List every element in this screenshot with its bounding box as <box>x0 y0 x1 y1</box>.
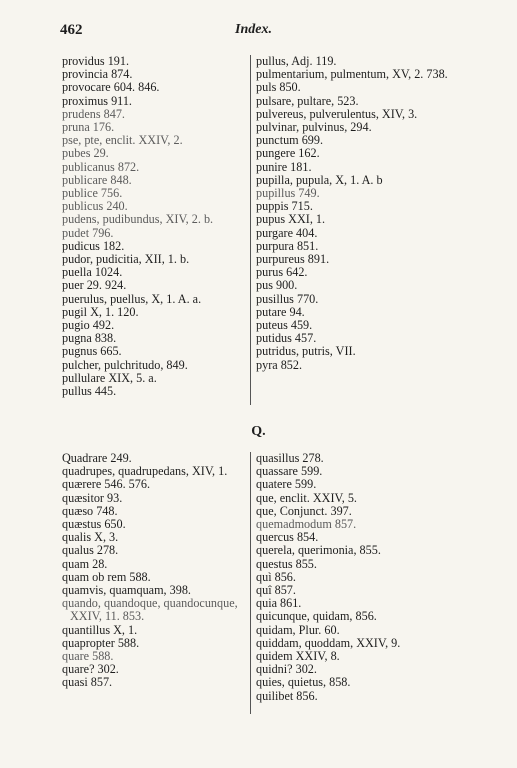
index-entry: putare 94. <box>256 304 305 319</box>
index-entry: pullus 445. <box>62 384 117 399</box>
index-entry: pudet 796. <box>62 225 114 240</box>
index-column-right <box>256 55 456 405</box>
index-entry: publicare 848. <box>62 172 132 187</box>
index-entry: pudicus 182. <box>62 238 125 253</box>
index-entry: pungere 162. <box>256 146 320 161</box>
page-number: 462 <box>60 22 83 38</box>
index-entry: quidam, Plur. 60. <box>256 622 340 637</box>
index-entry: quassare 599. <box>256 464 323 479</box>
index-entry: qualus 278. <box>62 543 119 558</box>
index-entry: quì 856. <box>256 569 296 584</box>
index-entry: pusillus 770. <box>256 291 319 306</box>
index-entry: quærere 546. 576. <box>62 477 151 492</box>
index-entry: pullulare XIX, 5. a. <box>62 370 157 385</box>
index-entry: putidus 457. <box>256 331 317 346</box>
index-entry: pudor, pudicitia, XII, 1. b. <box>62 252 190 267</box>
index-entry: pugna 838. <box>62 331 117 346</box>
running-head: Index. <box>235 22 272 37</box>
index-entry: pupillus 749. <box>256 186 320 201</box>
index-entry: puteus 459. <box>256 318 313 333</box>
index-entry: quam ob rem 588. <box>62 569 151 584</box>
index-entry: purgare 404. <box>256 225 318 240</box>
index-entry: punire 181. <box>256 159 312 174</box>
index-entry: quæstus 650. <box>62 517 126 532</box>
index-entry: que, Conjunct. 397. <box>256 503 352 518</box>
index-entry: quiddam, quoddam, XXIV, 9. <box>256 635 401 650</box>
index-entry: pugil X, 1. 120. <box>62 304 139 319</box>
index-section-p <box>62 55 455 405</box>
index-entry: providus 191. <box>62 54 130 68</box>
index-entry: quidem XXIV, 8. <box>256 649 340 664</box>
column-divider <box>250 452 251 714</box>
index-entry: provocare 604. 846. <box>62 80 160 95</box>
index-entry: quamvis, quamquam, 398. <box>62 583 191 598</box>
page-header <box>60 22 460 42</box>
index-entry: quam 28. <box>62 556 108 571</box>
index-entry: quies, quietus, 858. <box>256 675 351 690</box>
index-entry: quasillus 278. <box>256 451 324 465</box>
index-entry: pse, pte, enclit. XXIV, 2. <box>62 133 183 148</box>
index-entry: pulcher, pulchritudo, 849. <box>62 357 188 372</box>
index-entry: pupilla, pupula, X, 1. A. b <box>256 172 383 187</box>
index-column-left <box>62 452 248 714</box>
index-entry: pulvinar, pulvinus, 294. <box>256 120 372 135</box>
index-entry: puella 1024. <box>62 265 123 280</box>
index-entry: pulsare, pultare, 523. <box>256 93 359 108</box>
index-entry: quicunque, quidam, 856. <box>256 609 377 624</box>
index-entry: pugio 492. <box>62 318 115 333</box>
index-entry: purus 642. <box>256 265 308 280</box>
index-entry: pupus XXI, 1. <box>256 212 326 227</box>
index-entry: quæso 748. <box>62 503 118 518</box>
index-entry: purpureus 891. <box>256 252 330 267</box>
index-column-left <box>62 55 248 405</box>
index-entry: punctum 699. <box>256 133 324 148</box>
index-entry: publicanus 872. <box>62 159 140 174</box>
index-entry: quapropter 588. <box>62 635 140 650</box>
index-entry: pubes 29. <box>62 146 109 161</box>
index-entry: purpura 851. <box>256 238 319 253</box>
index-entry: puppis 715. <box>256 199 313 214</box>
index-entry: Quadrare 249. <box>62 451 132 465</box>
index-entry: pus 900. <box>256 278 298 293</box>
index-entry: provincia 874. <box>62 67 133 82</box>
index-entry: quilibet 856. <box>256 688 318 703</box>
index-entry: prudens 847. <box>62 106 125 121</box>
index-entry: quercus 854. <box>256 530 319 545</box>
index-entry: pullus, Adj. 119. <box>256 54 337 68</box>
index-entry: questus 855. <box>256 556 317 571</box>
index-entry: publicus 240. <box>62 199 128 214</box>
index-entry: quando, quandoque, quandocunque, XXIV, 11. 853. <box>62 596 238 624</box>
index-entry: puer 29. 924. <box>62 278 127 293</box>
index-entry: quæsitor 93. <box>62 490 123 505</box>
index-section-q <box>62 452 455 714</box>
index-entry: quadrupes, quadrupedans, XIV, 1. <box>62 464 228 479</box>
index-entry: puls 850. <box>256 80 301 95</box>
index-entry: que, enclit. XXIV, 5. <box>256 490 357 505</box>
letter-heading: Q. <box>251 424 266 439</box>
index-entry: quemadmodum 857. <box>256 517 357 532</box>
index-entry: putridus, putris, VII. <box>256 344 356 359</box>
index-entry: pyra 852. <box>256 357 303 372</box>
index-entry: quare 588. <box>62 649 114 664</box>
index-entry: pulmentarium, pulmentum, XV, 2. 738. <box>256 67 448 82</box>
index-entry: quare? 302. <box>62 662 119 677</box>
index-entry: proximus 911. <box>62 93 132 108</box>
index-entry: querela, querimonia, 855. <box>256 543 381 558</box>
index-entry: quatere 599. <box>256 477 317 492</box>
column-divider <box>250 55 251 405</box>
index-entry: pruna 176. <box>62 120 115 135</box>
index-entry: quî 857. <box>256 583 296 598</box>
index-entry: quia 861. <box>256 596 302 611</box>
index-entry: publice 756. <box>62 186 123 201</box>
index-entry: qualis X, 3. <box>62 530 119 545</box>
index-entry: pulvereus, pulverulentus, XIV, 3. <box>256 106 418 121</box>
index-entry: quasi 857. <box>62 675 113 690</box>
index-entry: quantillus X, 1. <box>62 622 138 637</box>
index-entry: quidni? 302. <box>256 662 317 677</box>
index-entry: pudens, pudibundus, XIV, 2. b. <box>62 212 214 227</box>
index-column-right <box>256 452 456 714</box>
index-entry: pugnus 665. <box>62 344 122 359</box>
index-entry: puerulus, puellus, X, 1. A. a. <box>62 291 202 306</box>
